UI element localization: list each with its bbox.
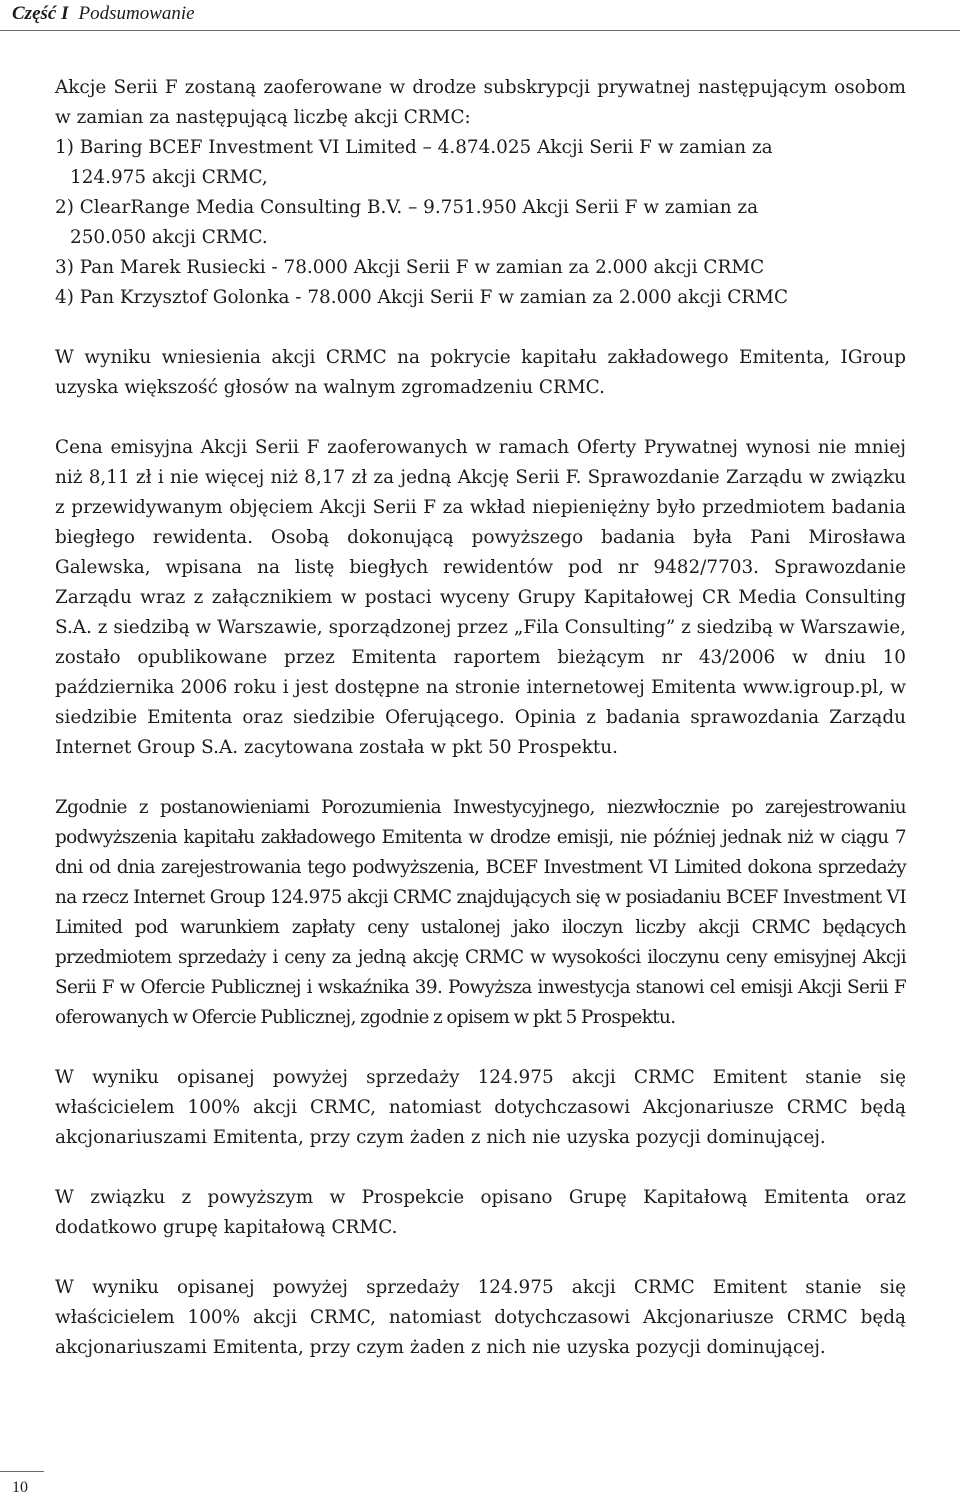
list-item-line: 4) Pan Krzysztof Golonka - 78.000 Akcji Serii F w zamian za 2.000 akcji CRMC — [55, 287, 789, 308]
paragraph-sale-result-repeat: W wyniku opisanej powyżej sprzedaży 124.975 akcji CRMC Emitent stanie się właścicielem 100% akcji CRMC, natomiast dotychczasowi Akcjonariusze CRMC będą akcjonariuszami Emitenta, przy czym żaden z nich nie uzyska pozycji dominującej. — [55, 1277, 906, 1358]
running-header — [12, 2, 195, 26]
list-item — [55, 283, 906, 313]
page-number: 10 — [12, 1479, 28, 1496]
list-item — [55, 133, 906, 193]
paragraph-sale-result: W wyniku opisanej powyżej sprzedaży 124.975 akcji CRMC Emitent stanie się właścicielem 100% akcji CRMC, natomiast dotychczasowi Akcjonariusze CRMC będą akcjonariuszami Emitenta, przy czym żaden z nich nie uzyska pozycji dominującej. — [55, 1067, 906, 1148]
list-item-line: 3) Pan Marek Rusiecki - 78.000 Akcji Serii F w zamian za 2.000 akcji CRMC — [55, 257, 765, 278]
recipients-list — [55, 133, 906, 313]
header-rule — [0, 30, 960, 31]
list-item-line: 2) ClearRange Media Consulting B.V. – 9.751.950 Akcji Serii F w zamian za — [55, 197, 759, 218]
paragraph-issue-price: Cena emisyjna Akcji Serii F zaoferowanych w ramach Oferty Prywatnej wynosi nie mniej niż 8,11 zł i nie więcej niż 8,17 zł za jedną Akcję Serii F. Sprawozdanie Zarządu w związku z przewidywanym objęciem Akcji Serii F za wkład niepieniężny było przedmiotem badania biegłego rewidenta. Osobą dokonującą powyższego badania była Pani Mirosława Galewska, wpisana na listę biegłych rewidentów pod nr 9482/7703. Sprawozdanie Zarządu wraz z załącznikiem w postaci wyceny Grupy Kapitałowej CR Media Consulting S.A. z siedzibą w Warszawie, sporządzonej przez „Fila Consulting” z siedzibą w Warszawie, zostało opublikowane przez Emitenta raportem bieżącym nr 43/2006 w dniu 10 października 2006 roku i jest dostępne na stronie internetowej Emitenta www.igroup.pl, w siedzibie Emitenta oraz siedzibie Oferującego. Opinia z badania sprawozdania Zarządu Internet Group S.A. zacytowana została w pkt 50 Prospektu. — [55, 437, 906, 758]
list-item — [55, 253, 906, 283]
body-text — [55, 73, 906, 1363]
paragraph-capital-group: W związku z powyższym w Prospekcie opisano Grupę Kapitałową Emitenta oraz dodatkowo grupę kapitałową CRMC. — [55, 1187, 906, 1238]
paragraph-investment-agreement: Zgodnie z postanowieniami Porozumienia Inwestycyjnego, niezwłocznie po zarejestrowaniu podwyższenia kapitału zakładowego Emitenta w drodze emisji, nie później jednak niż w ciągu 7 dni od dnia zarejestrowania tego podwyższenia, BCEF Investment VI Limited dokona sprzedaży na rzecz Internet Group 124.975 akcji CRMC znajdujących się w posiadaniu BCEF Investment VI Limited pod warunkiem zapłaty ceny ustalonej jako iloczyn liczby akcji CRMC będących przedmiotem sprzedaży i ceny za jedną akcję CRMC w wysokości iloczynu ceny emisyjnej Akcji Serii F w Ofercie Publicznej i wskaźnika 39. Powyższa inwestycja stanowi cel emisji Akcji Serii F oferowanych w Ofercie Publicznej, zgodnie z opisem w pkt 5 Prospektu. — [55, 797, 906, 1028]
footer-rule — [0, 1471, 44, 1472]
paragraph-majority-votes: W wyniku wniesienia akcji CRMC na pokrycie kapitału zakładowego Emitenta, IGroup uzyska większość głosów na walnym zgromadzeniu CRMC. — [55, 347, 906, 398]
header-section: Podsumowanie — [78, 3, 195, 24]
list-item — [55, 193, 906, 253]
list-item-line: 1) Baring BCEF Investment VI Limited – 4.874.025 Akcji Serii F w zamian za — [55, 137, 773, 158]
header-part: Część I — [12, 3, 69, 24]
list-item-continuation: 124.975 akcji CRMC, — [70, 167, 268, 188]
intro-paragraph: Akcje Serii F zostaną zaoferowane w drodze subskrypcji prywatnej następującym osobom w zamian za następującą liczbę akcji CRMC: — [55, 77, 906, 128]
list-item-continuation: 250.050 akcji CRMC. — [70, 227, 268, 248]
